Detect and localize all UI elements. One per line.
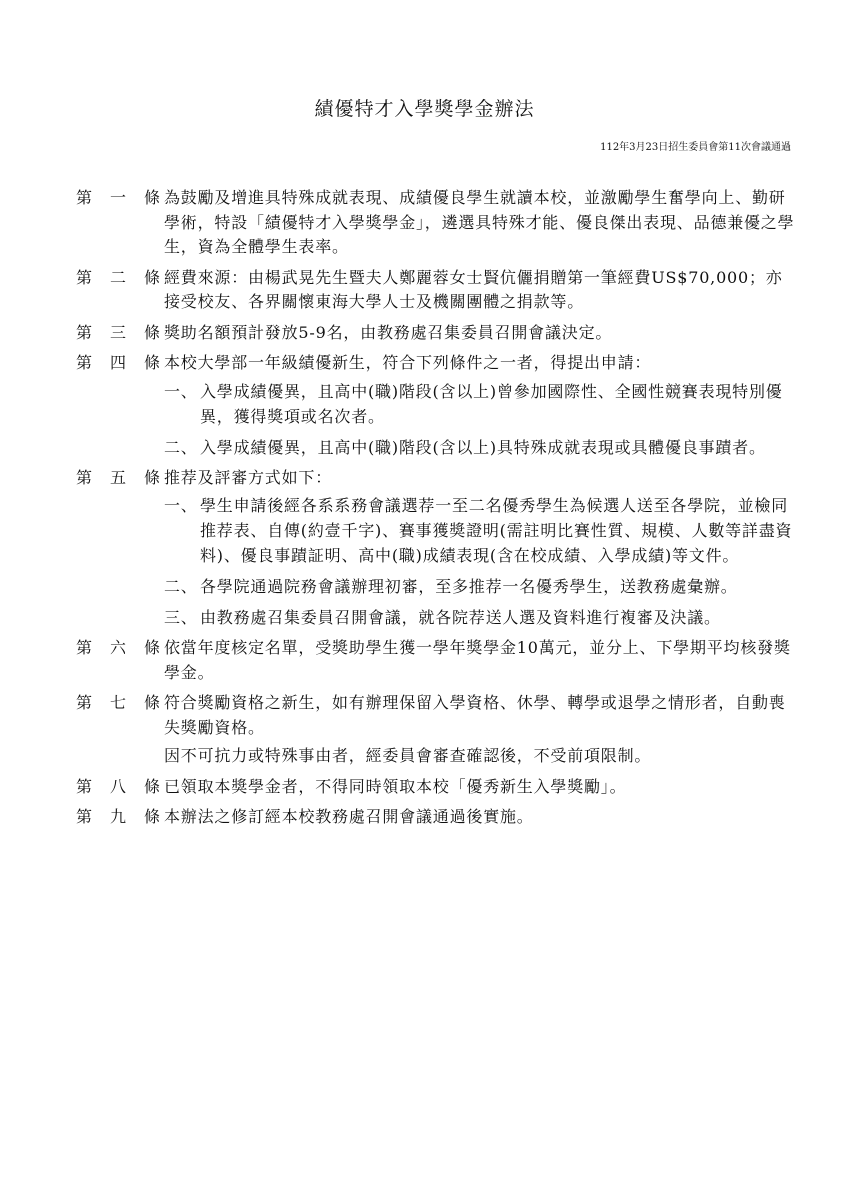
article-label: 第 二 條 (76, 267, 160, 287)
clause-list (164, 493, 796, 630)
clause-number: 三、 (164, 608, 198, 627)
article-text: 依當年度核定名單，受獎助學生獲一學年獎學金10萬元，並分上、下學期平均核發獎學金。 (164, 638, 791, 682)
article-3 (76, 321, 796, 346)
article-list (76, 186, 796, 836)
article-7 (76, 691, 796, 769)
page-title: 績優特才入學獎學金辦法 (314, 98, 535, 120)
approval-note: 112年3月23日招生委員會第11次會議通過 (600, 142, 791, 153)
clause-list (164, 379, 796, 460)
clause-text: 入學成績優異，且高中(職)階段(含以上)具特殊成就表現或具體優良事蹟者。 (200, 437, 766, 457)
article-text: 經費來源：由楊武晃先生暨夫人鄭麗蓉女士賢伉儷捐贈第一筆經費US$70,000；亦接受校友、各界關懷東海大學人士及機關團體之捐款等。 (164, 267, 783, 311)
article-8 (76, 775, 796, 800)
article-4 (76, 351, 796, 460)
clause-item (164, 605, 796, 630)
article-2 (76, 266, 796, 315)
article-text: 已領取本獎學金者，不得同時領取本校「優秀新生入學獎勵」。 (164, 776, 627, 796)
article-label: 第 三 條 (76, 322, 160, 342)
clause-text: 入學成績優異，且高中(職)階段(含以上)曾參加國際性、全國性競賽表現特別優異，獲得獎項或名次者。 (200, 381, 783, 426)
article-text: 為鼓勵及增進具特殊成就表現、成績優良學生就讀本校，並激勵學生奮學向上、勤研學術，特設「績優特才入學獎學金」，遴選具特殊才能、優良傑出表現、品德兼優之學生，資為全體學生表率。 (164, 188, 795, 256)
article-label: 第 四 條 (76, 353, 160, 372)
clause-number: 二、 (164, 577, 198, 596)
article-label: 第 九 條 (76, 807, 160, 826)
article-5 (76, 466, 796, 631)
article-text: 符合獎勵資格之新生，如有辦理保留入學資格、休學、轉學或退學之情形者，自動喪失獎勵資格。 (164, 693, 786, 737)
article-text: 本校大學部一年級績優新生，符合下列條件之一者，得提出申請： (164, 353, 652, 372)
clause-number: 一、 (164, 496, 198, 515)
clause-text: 各學院通過院務會議辦理初審，至多推荐一名優秀學生，送教務處彙辦。 (200, 577, 738, 596)
article-9 (76, 805, 796, 830)
clause-item (164, 435, 796, 460)
article-text: 本辦法之修訂經本校教務處召開會議通過後實施。 (164, 807, 534, 826)
article-text: 推荐及評審方式如下： (164, 467, 333, 487)
article-label: 第 一 條 (76, 188, 160, 207)
clause-number: 二、 (164, 437, 198, 457)
clause-item (164, 574, 796, 599)
article-supplement: 因不可抗力或特殊事由者，經委員會審查確認後，不受前項限制。 (164, 746, 652, 765)
article-label: 第 六 條 (76, 638, 160, 657)
article-1 (76, 186, 796, 260)
article-label: 第 五 條 (76, 467, 160, 487)
clause-text: 由教務處召集委員召開會議，就各院荐送人選及資料進行複審及決議。 (200, 608, 721, 627)
clause-item (164, 379, 796, 429)
article-6 (76, 636, 796, 685)
article-label: 第 七 條 (76, 693, 160, 712)
clause-number: 一、 (164, 381, 198, 401)
article-text: 獎助名額預計發放5-9名，由教務處召集委員召開會議決定。 (164, 322, 613, 342)
clause-text: 學生申請後經各系系務會議選荐一至二名優秀學生為候選人送至各學院，並檢同推荐表、自傳(約壹千字)、賽事獲獎證明(需註明比賽性質、規模、人數等詳盡資料)、優良事蹟証明、高中(職)成績表現(含在校成績、入學成績)等文件。 (200, 496, 793, 565)
article-label: 第 八 條 (76, 776, 160, 796)
clause-item (164, 493, 796, 568)
